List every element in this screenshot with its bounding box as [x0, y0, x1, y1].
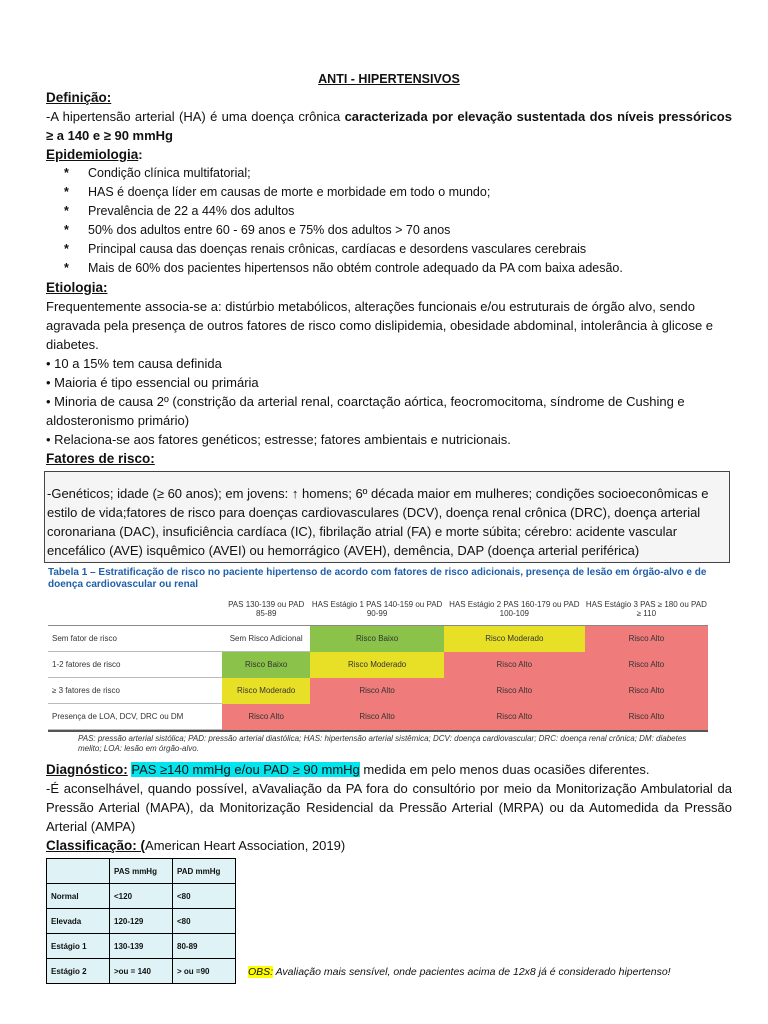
diagnostico-line [46, 760, 732, 779]
risk-cell: Risco Alto [585, 626, 708, 652]
bullet-star: * [64, 223, 69, 237]
document-page [46, 72, 732, 984]
table-header-cell [47, 859, 110, 884]
bullet-star: * [64, 166, 69, 180]
obs-note [248, 966, 671, 978]
table-cell: >ou = 140 [110, 959, 173, 984]
epidemiologia-list [46, 164, 732, 278]
classificacao-source: American Heart Association, 2019) [145, 838, 346, 853]
classification-table [46, 858, 236, 984]
risk-cell: Sem Risco Adicional [222, 626, 310, 652]
risk-table [48, 593, 708, 730]
risk-cell: Risco Moderado [444, 626, 585, 652]
col-header: PAS 130-139 ou PAD 85-89 [222, 593, 310, 626]
risk-cell: Risco Baixo [222, 652, 310, 678]
table-cell: 80-89 [173, 934, 236, 959]
list-item-text: Prevalência de 22 a 44% dos adultos [88, 204, 295, 218]
table-cell: Estágio 2 [47, 959, 110, 984]
table-row [48, 626, 708, 652]
list-item [64, 183, 732, 202]
table-row [47, 909, 236, 934]
list-item-text: 50% dos adultos entre 60 - 69 anos e 75% dos adultos > 70 anos [88, 223, 451, 237]
etiologia-item: • Relaciona-se aos fatores genéticos; estresse; fatores ambientais e nutricionais. [46, 432, 511, 447]
list-item [64, 164, 732, 183]
risk-cell: Risco Baixo [310, 626, 444, 652]
risk-cell: Risco Moderado [222, 678, 310, 704]
bullet-star: * [64, 261, 69, 275]
risk-cell: Risco Alto [444, 704, 585, 730]
table-row [48, 652, 708, 678]
obs-label: OBS: [248, 966, 274, 978]
table-row [48, 678, 708, 704]
risk-cell: Risco Alto [585, 652, 708, 678]
section-epidemiologia [46, 145, 732, 278]
col-header: HAS Estágio 1 PAS 140-159 ou PAD 90-99 [310, 593, 444, 626]
definicao-bold: caracterizada por elevação sustentada dos níveis pressóricos ≥ a 140 e ≥ 90 mmHg [46, 109, 732, 143]
section-diagnostico [46, 760, 732, 836]
etiologia-item: • Maioria é tipo essencial ou primária [46, 375, 259, 390]
bullet-star: * [64, 242, 69, 256]
table-header-row [47, 859, 236, 884]
obs-text: Avaliação mais sensível, onde pacientes acima de 12x8 já é considerado hipertenso! [273, 966, 671, 978]
tabela-estratificacao [48, 567, 708, 754]
diagnostico-rest: medida em pelo menos duas ocasiões diferentes. [359, 762, 650, 777]
classificacao-line [46, 836, 732, 855]
section-classificacao [46, 836, 732, 984]
table-cell: <80 [173, 884, 236, 909]
diagnostico-highlight: PAS ≥140 mmHg e/ou PAD ≥ 90 mmHg [131, 762, 360, 777]
list-item [64, 202, 732, 221]
risk-cell: Risco Alto [310, 704, 444, 730]
heading-epidemiologia-colon: : [138, 147, 143, 162]
definicao-text [46, 107, 732, 145]
table-cell: Normal [47, 884, 110, 909]
risk-cell: Risco Alto [585, 704, 708, 730]
heading-etiologia: Etiologia: [46, 280, 108, 295]
table-cell: 120-129 [110, 909, 173, 934]
etiologia-item: • Minoria de causa 2º (constrição da arterial renal, coarctação aórtica, feocromocitoma, síndrome de Cushing e aldosteronismo primário) [46, 394, 685, 428]
table-row [47, 959, 236, 984]
fatores-risco-box: -Genéticos; idade (≥ 60 anos); em jovens: ↑ homens; 6º década maior em mulheres; condições socioeconômicas e estilo de vida;fatores de risco para doenças cardiovasculares (DCV), doença renal crônica (DRC), doença arterial coronariana (DAC), insuficiência cardíaca (IC), fibrilação atrial (FA) e morte súbita; cérebro: acidente vascular encefálico (AVE) isquêmico (AVEI) ou hemorrágico (AVEH), demência, DAP (doença arterial periférica) [44, 471, 730, 563]
heading-diagnostico: Diagnóstico: [46, 762, 128, 777]
risk-cell: Risco Moderado [310, 652, 444, 678]
row-header: 1-2 fatores de risco [48, 652, 222, 678]
table-header-row [48, 593, 708, 626]
heading-fatores-risco: Fatores de risco: [46, 451, 155, 466]
list-item-text: Principal causa das doenças renais crônicas, cardíacas e desordens vasculares cerebrais [88, 242, 587, 256]
row-header: Sem fator de risco [48, 626, 222, 652]
tabela-footnote: PAS: pressão arterial sistólica; PAD: pressão arterial diastólica; HAS: hipertensão arterial sistêmica; DCV: doença cardiovascular; DRC: doença renal crônica; DM: diabetes melito; LOA: lesão em órgão-alvo. [78, 734, 687, 753]
table-header-cell: PAS mmHg [110, 859, 173, 884]
col-header: HAS Estágio 2 PAS 160-179 ou PAD 100-109 [444, 593, 585, 626]
tabela-label: Tabela 1 [48, 567, 88, 578]
risk-cell: Risco Alto [444, 678, 585, 704]
list-item [64, 240, 732, 259]
list-item [64, 259, 732, 278]
table-row [47, 884, 236, 909]
risk-cell: Risco Alto [585, 678, 708, 704]
bullet-star: * [64, 204, 69, 218]
row-header: Presença de LOA, DCV, DRC ou DM [48, 704, 222, 730]
risk-cell: Risco Alto [222, 704, 310, 730]
risk-cell: Risco Alto [444, 652, 585, 678]
col-header: HAS Estágio 3 PAS ≥ 180 ou PAD ≥ 110 [585, 593, 708, 626]
table-cell: <120 [110, 884, 173, 909]
table-cell: <80 [173, 909, 236, 934]
section-fatores-risco [46, 449, 732, 563]
section-etiologia [46, 278, 732, 449]
list-item-text: HAS é doença líder em causas de morte e morbidade em todo o mundo; [88, 185, 491, 199]
bullet-star: * [64, 185, 69, 199]
tabela-caption [48, 567, 708, 591]
risk-cell: Risco Alto [310, 678, 444, 704]
table-row [47, 934, 236, 959]
section-definicao [46, 88, 732, 145]
table-corner [48, 593, 222, 626]
etiologia-item: • 10 a 15% tem causa definida [46, 356, 222, 371]
table-cell: 130-139 [110, 934, 173, 959]
diagnostico-paragraph: -É aconselhável, quando possível, aVavaliação da PA fora do consultório por meio da Monitorização Ambulatorial da Pressão Arterial (MAPA), da Monitorização Residencial da Pressão Arterial (MRPA) ou da Automedida da Pressão Arterial (AMPA) [46, 781, 732, 834]
table-header-cell: PAD mmHg [173, 859, 236, 884]
tabela-caption-text: – Estratificação de risco no paciente hipertenso de acordo com fatores de risco adicionais, presença de lesão em órgão-alvo e de doença cardiovascular ou renal [48, 567, 707, 590]
etiologia-paragraph: Frequentemente associa-se a: distúrbio metabólicos, alterações funcionais e/ou estruturais de órgão alvo, sendo agravada pela presença de outros fatores de risco como dislipidemia, obesidade abdominal, intolerância à glicose e diabetes. [46, 299, 714, 352]
table-cell: > ou =90 [173, 959, 236, 984]
list-item-text: Mais de 60% dos pacientes hipertensos não obtém controle adequado da PA com baixa adesão. [88, 261, 623, 275]
table-row [48, 704, 708, 730]
table-cell: Estágio 1 [47, 934, 110, 959]
heading-epidemiologia: Epidemiologia [46, 147, 139, 162]
heading-definicao: Definição: [46, 90, 112, 105]
list-item [64, 221, 732, 240]
list-item-text: Condição clínica multifatorial; [88, 166, 251, 180]
table-bottom-rule [48, 730, 708, 732]
definicao-plain: -A hipertensão arterial (HA) é uma doença crônica [46, 109, 345, 124]
row-header: ≥ 3 fatores de risco [48, 678, 222, 704]
heading-classificacao: Classificação: ( [46, 838, 146, 853]
page-title: ANTI - HIPERTENSIVOS [318, 72, 460, 86]
table-cell: Elevada [47, 909, 110, 934]
